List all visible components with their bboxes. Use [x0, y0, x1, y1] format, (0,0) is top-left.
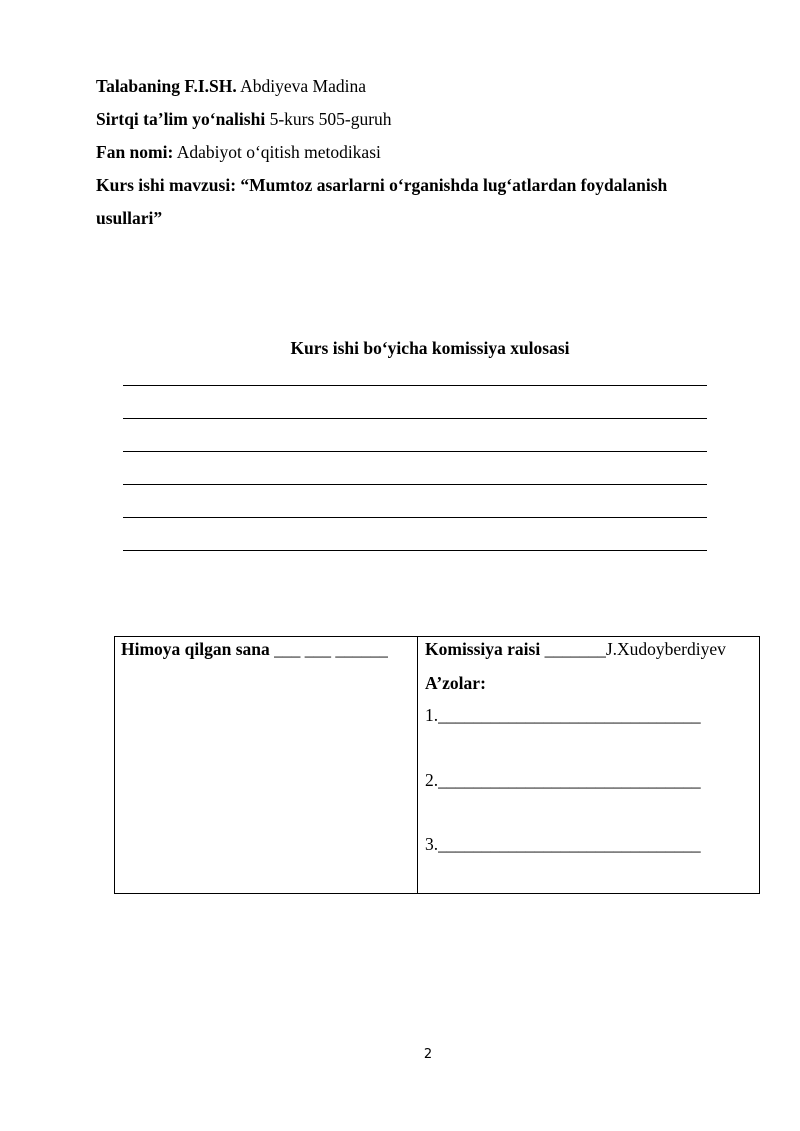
- conclusion-line-3: [123, 451, 707, 452]
- student-name-line: [96, 76, 366, 97]
- chair-cell: [425, 639, 726, 660]
- member-line-2: 2.______________________________: [425, 770, 701, 790]
- page-number: 2: [423, 1047, 433, 1062]
- conclusion-line-2: [123, 418, 707, 419]
- program-label: Sirtqi ta’lim yo‘nalishi: [96, 109, 266, 129]
- topic-line-2: usullari”: [96, 208, 163, 228]
- chair-blank: _______: [540, 639, 606, 659]
- conclusion-line-1: [123, 385, 707, 386]
- program-value: 5-kurs 505-guruh: [265, 109, 392, 129]
- program-line: [96, 109, 392, 130]
- member-line-1: 1.______________________________: [425, 705, 701, 725]
- section-title: Kurs ishi bo‘yicha komissiya xulosasi: [290, 338, 570, 358]
- subject-line: [96, 142, 381, 163]
- conclusion-line-5: [123, 517, 707, 518]
- subject-label: Fan nomi:: [96, 142, 174, 162]
- table-column-divider: [417, 637, 418, 893]
- commission-table: [114, 636, 760, 894]
- conclusion-line-6: [123, 550, 707, 551]
- student-name-label: Talabaning F.I.SH.: [96, 76, 237, 96]
- defense-date-label: Himoya qilgan sana: [121, 639, 270, 659]
- defense-date-cell: [121, 639, 388, 660]
- chair-label: Komissiya raisi: [425, 639, 541, 659]
- student-name-value: Abdiyeva Madina: [236, 76, 367, 96]
- topic-line-1: Kurs ishi mavzusi: “Mumtoz asarlarni o‘rganishda lug‘atlardan foydalanish: [96, 175, 668, 195]
- defense-date-blanks: ___ ___ ______: [269, 639, 388, 659]
- members-label: A’zolar:: [425, 673, 486, 693]
- subject-value: Adabiyot o‘qitish metodikasi: [173, 142, 381, 162]
- member-line-3: 3.______________________________: [425, 834, 701, 854]
- chair-name: J.Xudoyberdiyev: [605, 639, 726, 659]
- conclusion-line-4: [123, 484, 707, 485]
